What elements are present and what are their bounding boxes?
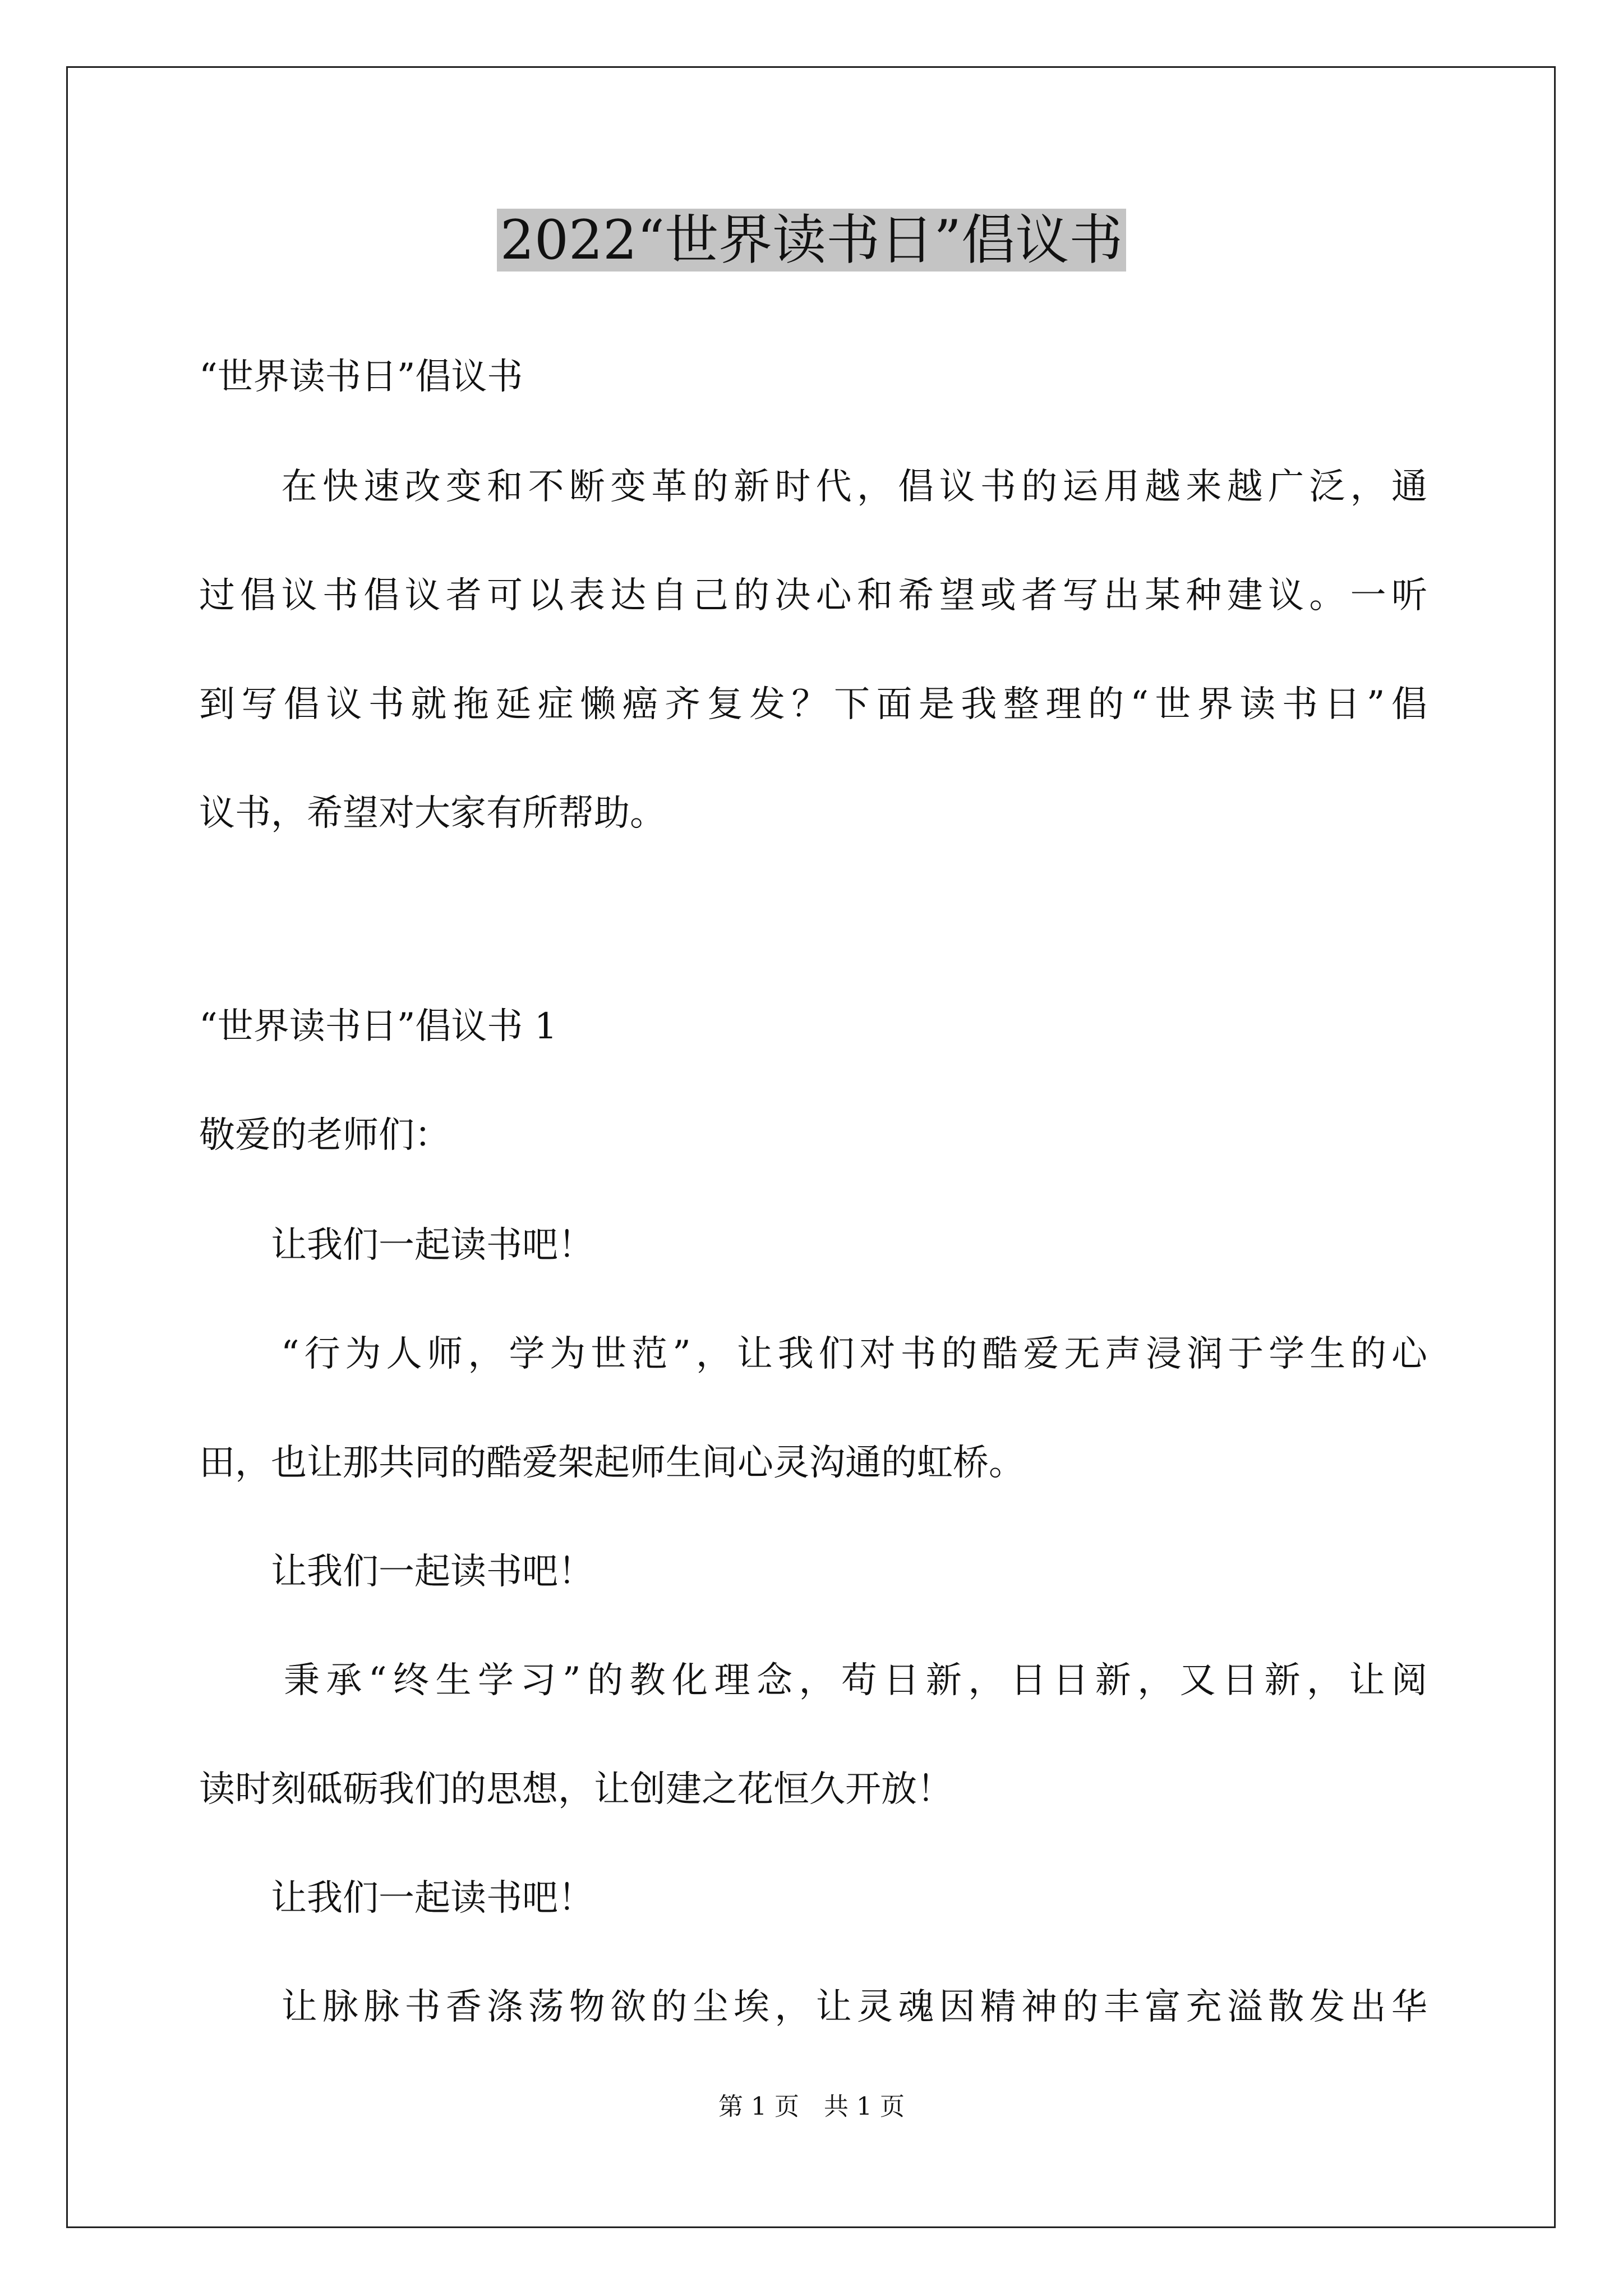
intro-line-1: 在快速改变和不断变革的新时代，倡议书的运用越来越广泛，通 [199, 466, 1427, 508]
salutation: 敬爱的老师们： [199, 1115, 450, 1156]
intro-line-4: 议书，希望对大家有所帮助。 [199, 793, 666, 834]
body-line-2: “行为人师，学为世范”，让我们对书的酷爱无声浸润于学生的心 [199, 1333, 1427, 1375]
document-title [0, 206, 1623, 274]
body-line-3: 田，也让那共同的酷爱架起师生间心灵沟通的虹桥。 [199, 1442, 1025, 1484]
intro-line-3: 到写倡议书就拖延症懒癌齐复发？下面是我整理的“世界读书日”倡 [199, 684, 1427, 725]
body-line-5: 秉承“终生学习”的教化理念，苟日新，日日新，又日新，让阅 [199, 1660, 1427, 1701]
body-line-6: 读时刻砥砺我们的思想，让创建之花恒久开放！ [199, 1769, 953, 1810]
body-line-8: 让脉脉书香涤荡物欲的尘埃，让灵魂因精神的丰富充溢散发出华 [199, 1986, 1427, 2028]
body-line-1: 让我们一起读书吧！ [199, 1225, 594, 1266]
section-heading: “世界读书日”倡议书 1 [199, 1006, 557, 1047]
subtitle: “世界读书日”倡议书 [199, 356, 523, 398]
body-line-4: 让我们一起读书吧！ [199, 1551, 594, 1593]
title-text: 2022“世界读书日”倡议书 [497, 209, 1126, 272]
page-footer: 第 1 页 共 1 页 [718, 2092, 905, 2121]
body-line-7: 让我们一起读书吧！ [199, 1878, 594, 1919]
intro-line-2: 过倡议书倡议者可以表达自己的决心和希望或者写出某种建议。一听 [199, 575, 1427, 616]
